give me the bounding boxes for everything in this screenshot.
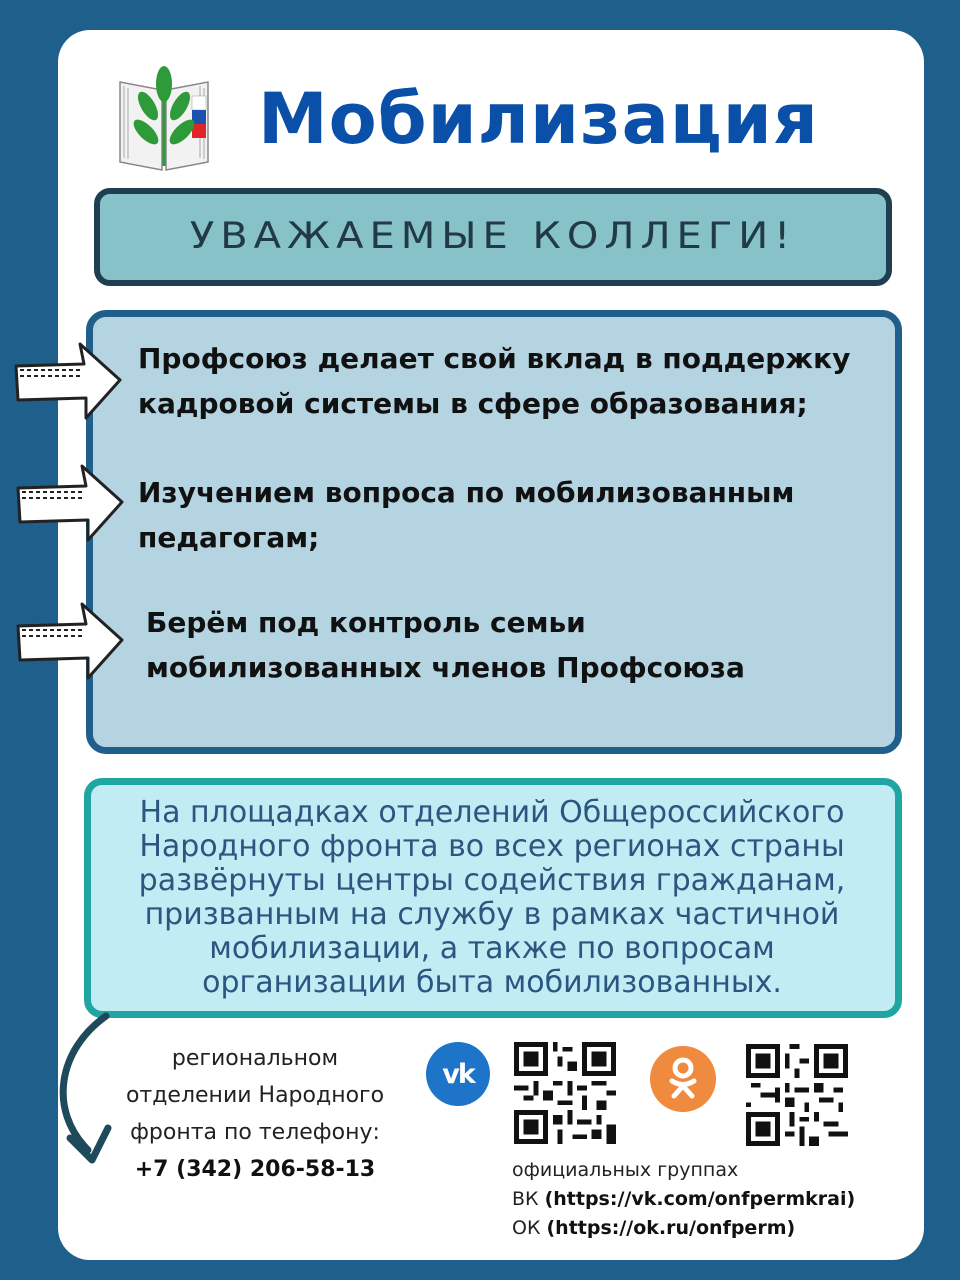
- point-1: [138, 336, 878, 426]
- contact-line-3: фронта по телефону:: [130, 1120, 380, 1145]
- hand-drawn-arrow-icon: [12, 340, 124, 422]
- ok-qr-code: [746, 1044, 848, 1146]
- info-line: мобилизации, а также по вопросам: [209, 931, 775, 966]
- vk-prefix: ВК: [512, 1188, 545, 1210]
- point-3: [146, 600, 866, 690]
- ok-prefix: ОК: [512, 1217, 547, 1239]
- vk-group-link[interactable]: (https://vk.com/onfpermkrai): [544, 1188, 856, 1210]
- point-3-line-2: мобилизованных членов Профсоюза: [146, 651, 745, 684]
- point-2-line-1: Изучением вопроса по мобилизованным: [138, 476, 795, 509]
- phone-number[interactable]: +7 (342) 206-58-13: [134, 1157, 376, 1182]
- info-text: [96, 796, 888, 1000]
- greeting-banner: [94, 188, 892, 286]
- profsoyuz-logo: [112, 62, 216, 174]
- ok-group-link[interactable]: (https://ok.ru/onfperm): [546, 1217, 796, 1239]
- vk-group-line: [512, 1185, 912, 1214]
- contact-block: [100, 1040, 410, 1188]
- info-line: организации быта мобилизованных.: [202, 965, 782, 1000]
- hand-drawn-arrow-icon: [14, 600, 126, 682]
- ok-glyph-icon: [650, 1046, 716, 1112]
- point-1-line-1: Профсоюз делает свой вклад в поддержку: [138, 342, 851, 375]
- point-2-line-2: педагогам;: [138, 521, 320, 554]
- groups-title: официальных группах: [512, 1159, 739, 1181]
- point-3-line-1: Берём под контроль семьи: [146, 606, 586, 639]
- point-1-line-2: кадровой системы в сфере образования;: [138, 387, 808, 420]
- hand-drawn-arrow-icon: [14, 462, 126, 544]
- point-2: [138, 470, 878, 560]
- info-line: призванным на службу в рамках частичной: [144, 897, 840, 932]
- contact-line-1: региональном: [171, 1046, 339, 1071]
- page-title: Мобилизация: [258, 78, 819, 160]
- greeting-text: УВАЖАЕМЫЕ КОЛЛЕГИ!: [189, 214, 797, 258]
- vk-icon[interactable]: [426, 1042, 490, 1106]
- ok-icon[interactable]: [650, 1046, 716, 1112]
- vk-icon-label: vk: [442, 1058, 474, 1090]
- info-line: развёрнуты центры содействия гражданам,: [138, 863, 846, 898]
- info-line: Народного фронта во всех регионах страны: [139, 829, 845, 864]
- ok-group-line: [512, 1214, 912, 1243]
- social-groups: [512, 1156, 912, 1243]
- vk-qr-code: [514, 1042, 616, 1144]
- info-line: На площадках отделений Общероссийского: [139, 795, 845, 830]
- contact-line-2: отделении Народного: [125, 1083, 385, 1108]
